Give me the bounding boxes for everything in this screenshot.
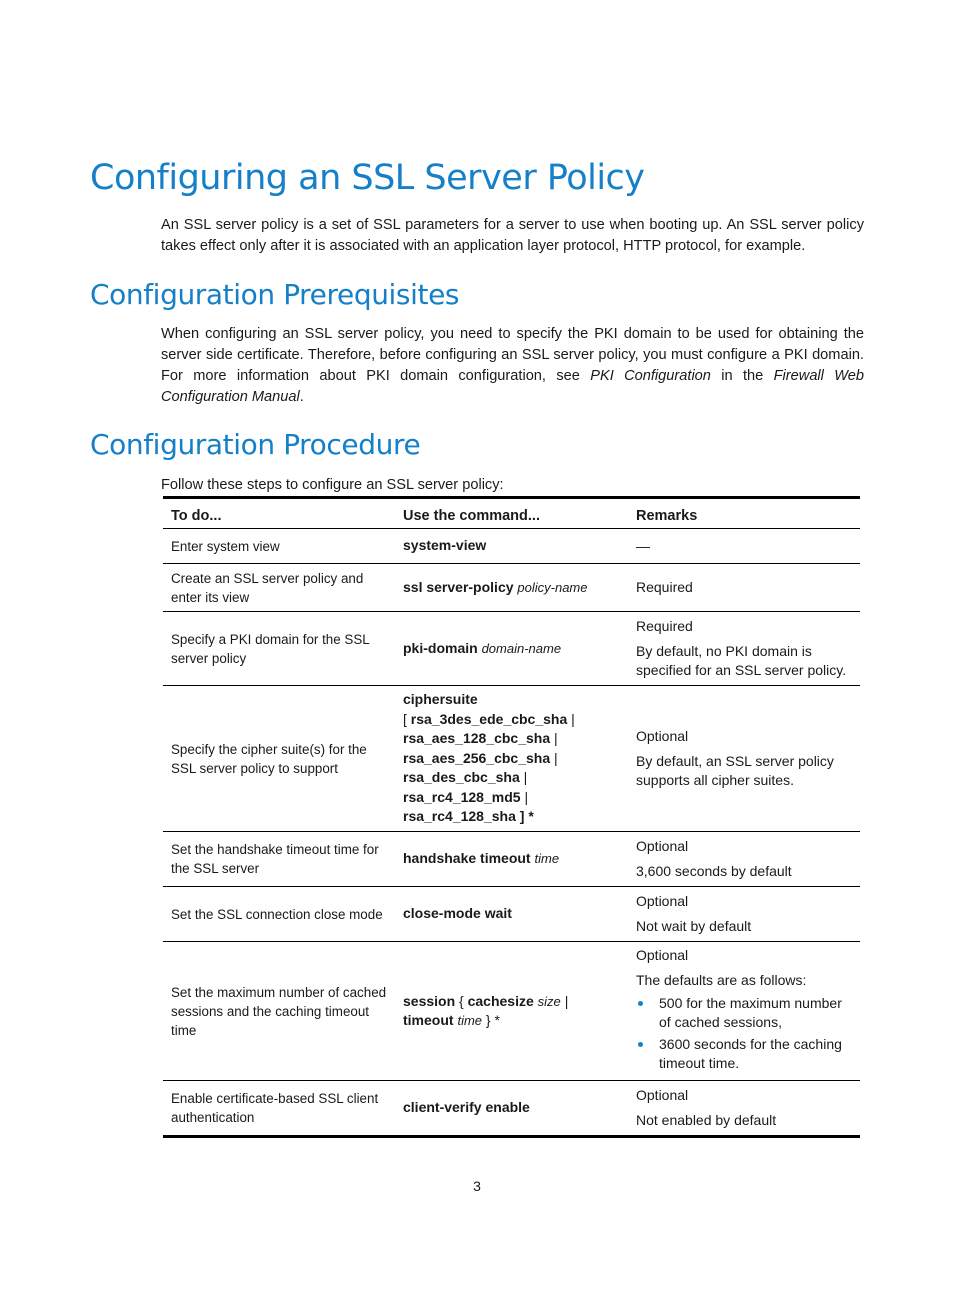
remark-default: The defaults are as follows:: [636, 972, 807, 988]
command-cell: [395, 686, 628, 832]
command-keyword: system-view: [403, 537, 487, 554]
page-number: 3: [473, 1178, 481, 1194]
cipher-separator: |: [554, 749, 558, 766]
cipher-separator: |: [571, 710, 575, 727]
command-argument: time: [457, 1013, 483, 1028]
cipher-close-bracket: ] *: [519, 808, 534, 825]
cipher-separator: |: [524, 788, 529, 805]
list-item: 3600 seconds for the caching timeout time.: [636, 1035, 852, 1073]
prereq-text-a: When configuring an SSL server policy, you need to specify the PKI domain to be used for obtaining the server side certificate. Therefore, before configuring an SSL server policy, you must configure a PKI domain. For more information about PKI domain configuration, see: [161, 326, 864, 384]
cipher-option: rsa_3des_ede_cbc_sha: [410, 710, 568, 727]
table-row: [163, 686, 860, 832]
pki-configuration-reference: PKI Configuration: [590, 368, 711, 384]
remarks-cell: —: [636, 537, 650, 554]
remark-default: By default, an SSL server policy supports all cipher suites.: [636, 753, 834, 788]
brace-close: } *: [485, 1012, 500, 1028]
cipher-option: rsa_des_cbc_sha: [403, 769, 520, 786]
prereq-text-c: .: [299, 389, 304, 405]
command-keyword: session: [403, 992, 456, 1009]
remark-default: By default, no PKI domain is specified for an SSL server policy.: [636, 643, 847, 678]
table-row: [163, 612, 860, 686]
brace-open: {: [459, 992, 464, 1009]
remark-bullet-list: [636, 994, 852, 1073]
remark-status: Optional: [636, 838, 689, 854]
command-keyword: close-mode wait: [403, 905, 512, 922]
cipher-separator: |: [554, 730, 558, 747]
cipher-option: rsa_aes_256_cbc_sha: [403, 749, 551, 766]
table-row: [163, 832, 860, 887]
todo-cell: Specify a PKI domain for the SSL server policy: [171, 631, 370, 666]
command-argument: size: [537, 993, 561, 1009]
todo-cell: Set the SSL connection close mode: [171, 906, 383, 922]
section-heading-procedure: Configuration Procedure: [90, 428, 421, 461]
command-cell: [395, 529, 628, 564]
table-row: [163, 529, 860, 564]
todo-cell: Specify the cipher suite(s) for the SSL server policy to support: [171, 741, 367, 776]
cipher-separator: |: [523, 769, 528, 786]
cipher-option: rsa_rc4_128_md5: [403, 788, 521, 805]
header-to-do: To do...: [171, 508, 222, 524]
prerequisites-paragraph: [161, 324, 864, 408]
command-keyword: handshake timeout: [403, 850, 531, 867]
command-keyword: ssl server-policy: [403, 578, 514, 595]
remarks-cell: [628, 1081, 860, 1137]
remark-status: Optional: [636, 728, 689, 744]
command-keyword: ciphersuite: [403, 691, 478, 708]
remark-default: Not enabled by default: [636, 1112, 777, 1128]
command-keyword: client-verify enable: [403, 1099, 530, 1116]
table-row: [163, 1081, 860, 1137]
header-remarks: Remarks: [636, 508, 698, 524]
todo-cell: Enable certificate-based SSL client authentication: [171, 1091, 379, 1125]
todo-cell: Enter system view: [171, 538, 280, 554]
remark-status: Optional: [636, 947, 689, 963]
command-argument: time: [534, 851, 560, 867]
table-header-row: [163, 498, 860, 529]
separator: |: [564, 992, 569, 1009]
remarks-cell: [628, 686, 860, 832]
table-row: [163, 887, 860, 942]
command-cell: [395, 942, 628, 1081]
remarks-cell: Required: [636, 579, 693, 595]
cipher-option: rsa_aes_128_cbc_sha: [403, 730, 551, 747]
cipher-option: rsa_rc4_128_sha: [403, 808, 516, 825]
prereq-text-b: in the: [710, 368, 774, 384]
section-heading-prerequisites: Configuration Prerequisites: [90, 278, 460, 311]
intro-paragraph: An SSL server policy is a set of SSL parameters for a server to use when booting up. An SSL server policy takes effect only after it is associated with an application layer protocol, HTTP protocol, for example.: [161, 217, 864, 254]
remarks-cell: [628, 942, 860, 1081]
configuration-steps-table: [163, 496, 860, 1138]
procedure-lead: Follow these steps to configure an SSL server policy:: [161, 477, 504, 493]
command-cell: [395, 832, 628, 887]
todo-cell: Set the maximum number of cached sessions and the caching timeout time: [171, 984, 387, 1038]
command-cell: [395, 1081, 628, 1137]
table-row: [163, 564, 860, 612]
cipher-open-bracket: [: [403, 710, 407, 727]
todo-cell: Set the handshake timeout time for the SSL server: [171, 842, 379, 876]
remark-status: Optional: [636, 1087, 689, 1103]
table-row: [163, 942, 860, 1081]
command-cell: [395, 612, 628, 686]
remark-default: 3,600 seconds by default: [636, 863, 792, 879]
remark-status: Required: [636, 618, 693, 634]
command-cell: [395, 564, 628, 612]
remarks-cell: [628, 832, 860, 887]
command-argument: domain-name: [481, 640, 562, 656]
list-item: 500 for the maximum number of cached sessions,: [636, 994, 852, 1032]
todo-cell: Create an SSL server policy and enter its view: [171, 570, 364, 605]
remark-default: Not wait by default: [636, 918, 752, 934]
command-keyword: timeout: [403, 1012, 454, 1028]
remark-status: Optional: [636, 893, 689, 909]
remarks-cell: [628, 887, 860, 942]
remarks-cell: [628, 612, 860, 686]
command-argument: policy-name: [517, 579, 588, 595]
manual-reference: Firewall Web Configuration Manual: [161, 368, 865, 405]
command-keyword: cachesize: [467, 992, 534, 1009]
page-title: Configuring an SSL Server Policy: [90, 158, 645, 198]
command-keyword: pki-domain: [403, 639, 478, 656]
command-cell: [395, 887, 628, 942]
header-command: Use the command...: [403, 508, 540, 524]
